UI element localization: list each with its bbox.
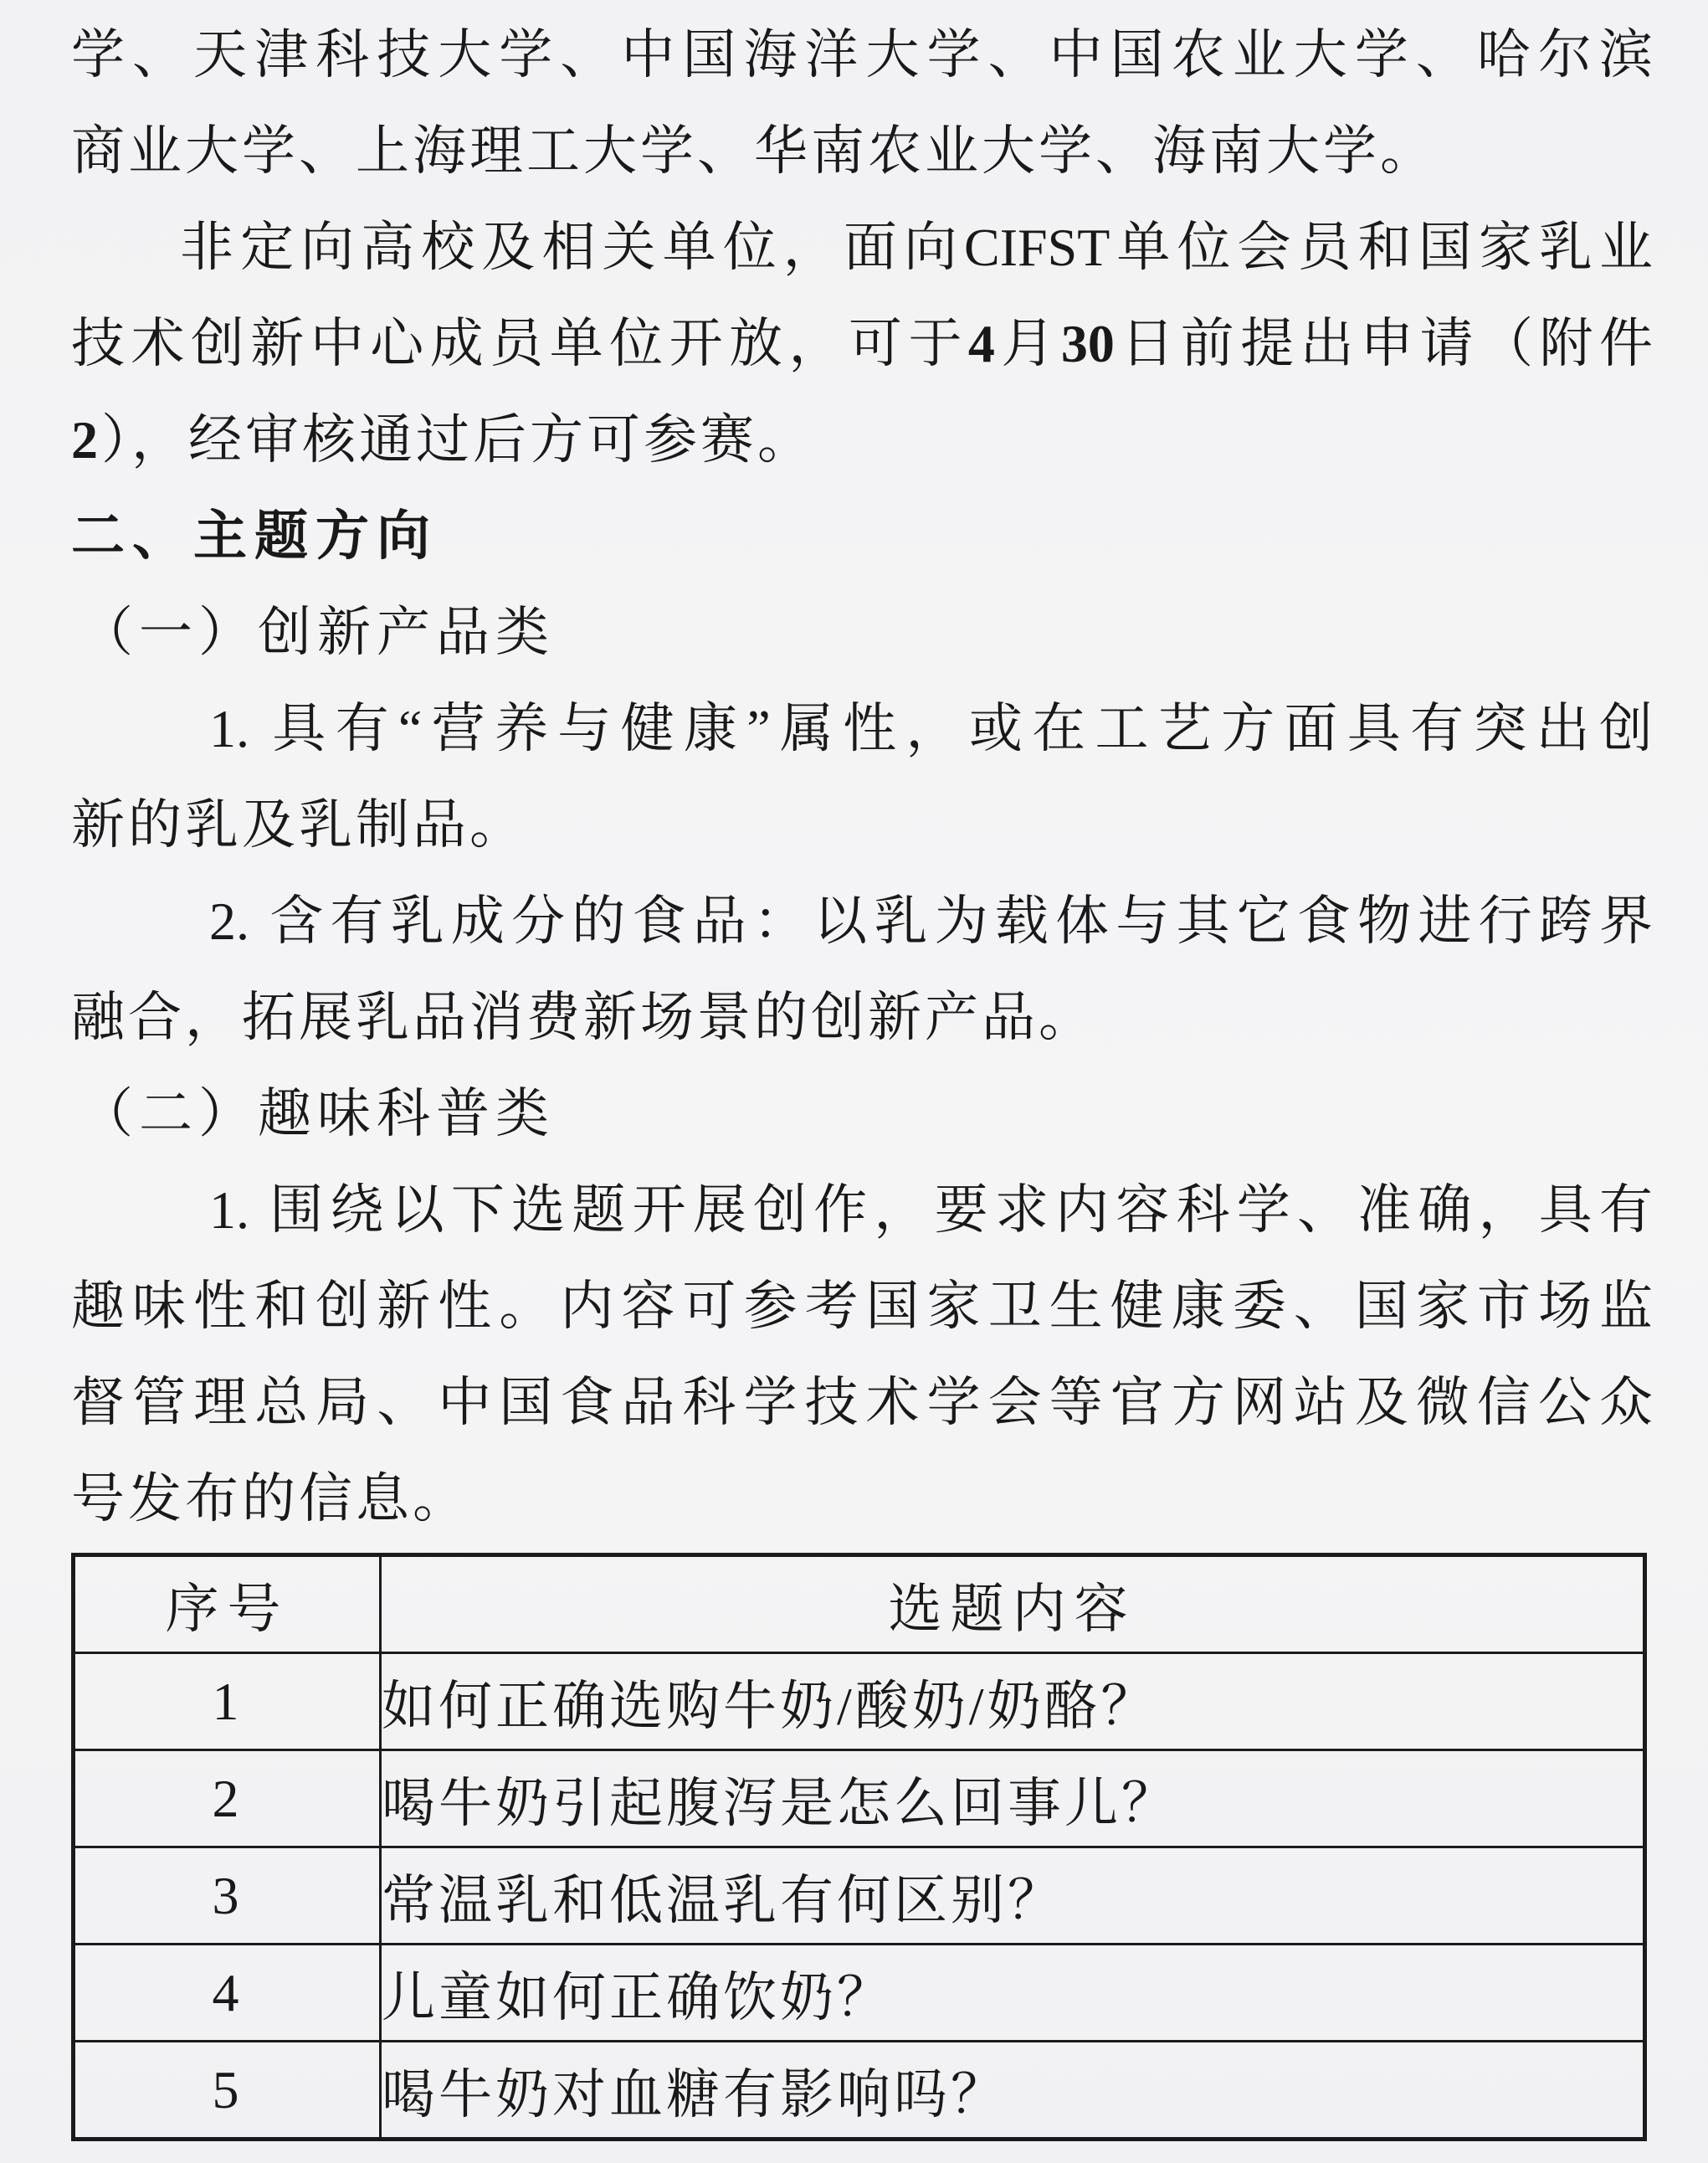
text-line: 2. 含有乳成分的食品：以乳为载体与其它食物进行跨界	[209, 891, 1653, 951]
row-topic-cell: 喝牛奶引起腹泻是怎么回事儿？	[381, 1750, 1645, 1847]
row-number-cell: 2	[74, 1750, 381, 1847]
table-row	[74, 1847, 1645, 1945]
bold-attachment-number: 2	[71, 410, 101, 470]
row-number-cell: 1	[74, 1653, 381, 1750]
text-line: 非定向高校及相关单位，面向CIFST单位会员和国家乳业	[180, 218, 1653, 277]
subsection-heading-2: （二）趣味科普类	[80, 1084, 555, 1143]
text-line: 号发布的信息。	[71, 1469, 469, 1528]
row-number-cell: 4	[74, 1945, 381, 2042]
text-line: 商业大学、上海理工大学、华南农业大学、海南大学。	[71, 121, 1437, 181]
text-line: 趣味性和创新性。内容可参考国家卫生健康委、国家市场监	[71, 1277, 1653, 1336]
text-line	[71, 392, 1653, 488]
bold-month-number: 4	[967, 314, 995, 373]
table-header-row	[74, 1555, 1645, 1653]
section-heading: 二、主题方向	[71, 506, 438, 566]
row-topic-cell: 儿童如何正确饮奶？	[381, 1945, 1645, 2042]
text-line: 督管理总局、中国食品科学技术学会等官方网站及微信公众	[71, 1373, 1653, 1432]
text-line: 学、天津科技大学、中国海洋大学、中国农业大学、哈尔滨	[71, 25, 1653, 85]
text-segment: 技术创新中心成员单位开放，可于	[71, 314, 968, 373]
row-topic-cell: 常温乳和低温乳有何区别？	[381, 1847, 1645, 1945]
text-line: 1. 具有“营养与健康”属性，或在工艺方面具有突出创	[209, 699, 1653, 758]
header-cell-number: 序号	[74, 1555, 381, 1653]
text-segment: 月	[994, 314, 1061, 373]
row-number-cell: 3	[74, 1847, 381, 1945]
text-segment: 日前提出申请（附件	[1114, 314, 1654, 373]
document-text-flow	[71, 7, 1653, 1547]
row-topic-cell: 喝牛奶对血糖有影响吗？	[381, 2042, 1645, 2140]
topics-table	[71, 1553, 1647, 2141]
table-row	[74, 1945, 1645, 2042]
table-row	[74, 1750, 1645, 1847]
text-line: 融合，拓展乳品消费新场景的创新产品。	[71, 988, 1095, 1047]
text-line	[71, 295, 1653, 392]
subsection-heading-1: （一）创新产品类	[80, 603, 555, 662]
table-row	[74, 1653, 1645, 1750]
row-number-cell: 5	[74, 2042, 381, 2140]
row-topic-cell: 如何正确选购牛奶/酸奶/奶酪？	[381, 1653, 1645, 1750]
table-row	[74, 2042, 1645, 2140]
header-cell-topic: 选题内容	[381, 1555, 1645, 1653]
text-segment: ），经审核通过后方可参赛。	[101, 410, 814, 470]
bold-day-number: 30	[1060, 314, 1115, 373]
text-line: 1. 围绕以下选题开展创作，要求内容科学、准确，具有	[209, 1180, 1653, 1240]
text-line: 新的乳及乳制品。	[71, 795, 526, 855]
